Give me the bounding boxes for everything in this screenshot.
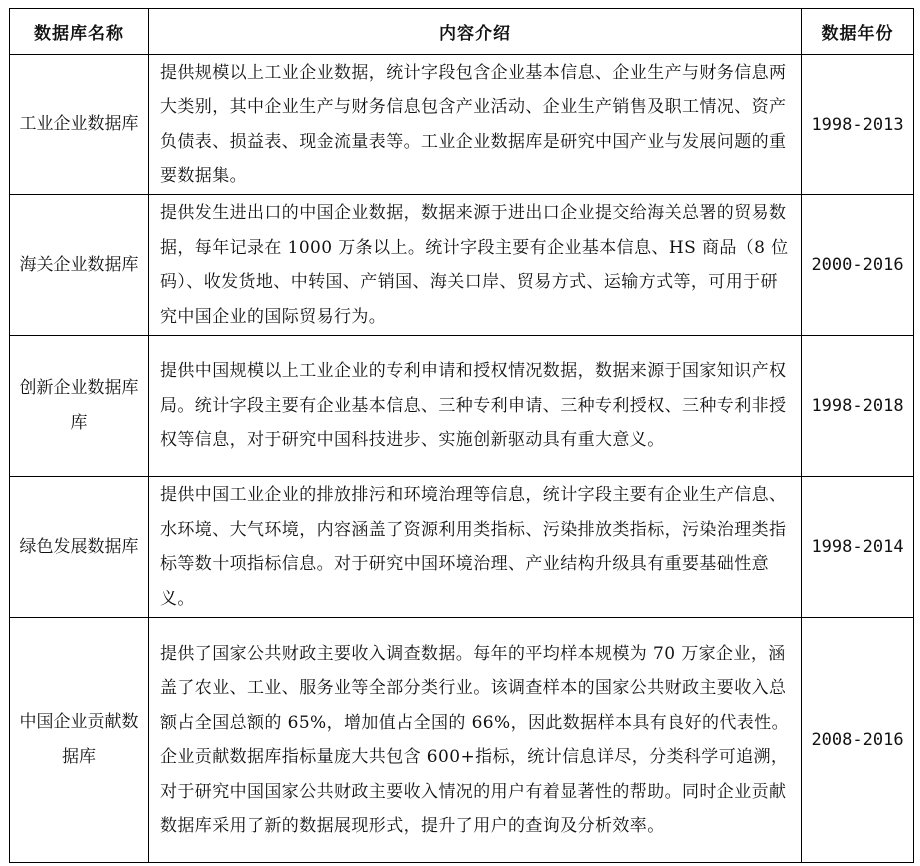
content-intro-cell: 提供发生进出口的中国企业数据，数据来源于进出口企业提交给海关总署的贸易数据，每年记录在 1000 万条以上。统计字段主要有企业基本信息、HS 商品（8 位码）、收发货地、中转国、产销国、海关口岸、贸易方式、运输方式等，可用于研究中国企业的国际贸易行为。 xyxy=(149,195,802,336)
table-header xyxy=(10,9,914,55)
header-content-intro: 内容介绍 xyxy=(149,9,802,55)
data-years-cell: 1998-2014 xyxy=(802,477,914,618)
content-intro-cell: 提供规模以上工业企业数据，统计字段包含企业基本信息、企业生产与财务信息两大类别，其中企业生产与财务信息包含产业活动、企业生产销售及职工情况、资产负债表、损益表、现金流量表等。工业企业数据库是研究中国产业与发展问题的重要数据集。 xyxy=(149,55,802,195)
content-intro-cell: 提供中国工业企业的排放排污和环境治理等信息，统计字段主要有企业生产信息、水环境、大气环境，内容涵盖了资源利用类指标、污染排放类指标，污染治理类指标等数十项指标信息。对于研究中国环境治理、产业结构升级具有重要基础性意义。 xyxy=(149,477,802,618)
header-row xyxy=(10,9,914,55)
database-name-cell: 中国企业贡献数据库 xyxy=(10,618,149,863)
data-years-cell: 2008-2016 xyxy=(802,618,914,863)
database-table xyxy=(9,8,914,863)
database-name-cell: 绿色发展数据库 xyxy=(10,477,149,618)
database-name-cell: 海关企业数据库 xyxy=(10,195,149,336)
header-database-name: 数据库名称 xyxy=(10,9,149,55)
data-years-cell: 1998-2013 xyxy=(802,55,914,195)
data-years-cell: 2000-2016 xyxy=(802,195,914,336)
content-intro-cell: 提供中国规模以上工业企业的专利申请和授权情况数据，数据来源于国家知识产权局。统计字段主要有企业基本信息、三种专利申请、三种专利授权、三种专利非授权等信息，对于研究中国科技进步、实施创新驱动具有重大意义。 xyxy=(149,336,802,477)
table-row xyxy=(10,55,914,195)
table-row xyxy=(10,336,914,477)
header-data-years: 数据年份 xyxy=(802,9,914,55)
content-intro-cell: 提供了国家公共财政主要收入调查数据。每年的平均样本规模为 70 万家企业，涵盖了农业、工业、服务业等全部分类行业。该调查样本的国家公共财政主要收入总额占全国总额的 65%，增加值占全国的 66%，因此数据样本具有良好的代表性。企业贡献数据库指标量庞大共包含 600+指标，统计信息详尽，分类科学可追溯，对于研究中国国家公共财政主要收入情况的用户有着显著性的帮助。同时企业贡献数据库采用了新的数据展现形式，提升了用户的查询及分析效率。 xyxy=(149,618,802,863)
database-name-cell: 创新企业数据库库 xyxy=(10,336,149,477)
table-row xyxy=(10,618,914,863)
table-row xyxy=(10,477,914,618)
database-name-cell: 工业企业数据库 xyxy=(10,55,149,195)
table-body xyxy=(10,55,914,863)
data-years-cell: 1998-2018 xyxy=(802,336,914,477)
table-row xyxy=(10,195,914,336)
